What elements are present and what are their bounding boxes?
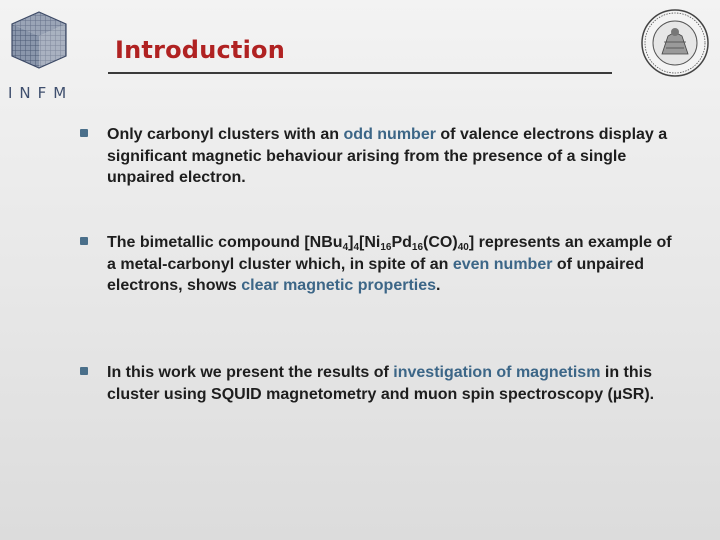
page-title: Introduction	[115, 36, 285, 64]
bullet-marker-icon	[80, 237, 88, 245]
infm-logo	[8, 8, 74, 102]
bullet-text: In this work we present the results of investigation of magnetism in this cluster using SQUID magnetometry and muon spin spectroscopy (µSR).	[107, 364, 655, 403]
bullet-text: Only carbonyl clusters with an odd number of valence electrons display a significant magnetic behaviour arising from the presence of a single unpaired electron.	[107, 126, 668, 186]
bullet-this-work	[80, 362, 680, 405]
bullet-odd-number	[80, 124, 680, 189]
title-divider	[108, 72, 612, 74]
university-seal-icon	[640, 8, 710, 78]
logo-text: INFM	[8, 84, 74, 102]
cube-logo-icon	[10, 10, 68, 70]
bullet-bimetallic-compound	[80, 232, 680, 297]
bullet-marker-icon	[80, 367, 88, 375]
bullet-marker-icon	[80, 129, 88, 137]
bullet-text: The bimetallic compound $[NBu_4]_4[Ni_{16}Pd_{16}(CO)_{40}]$ represents an example of a metal-carbonyl cluster which, in spite of an even number of unpaired electrons, shows clear magnetic properties.	[107, 234, 672, 294]
